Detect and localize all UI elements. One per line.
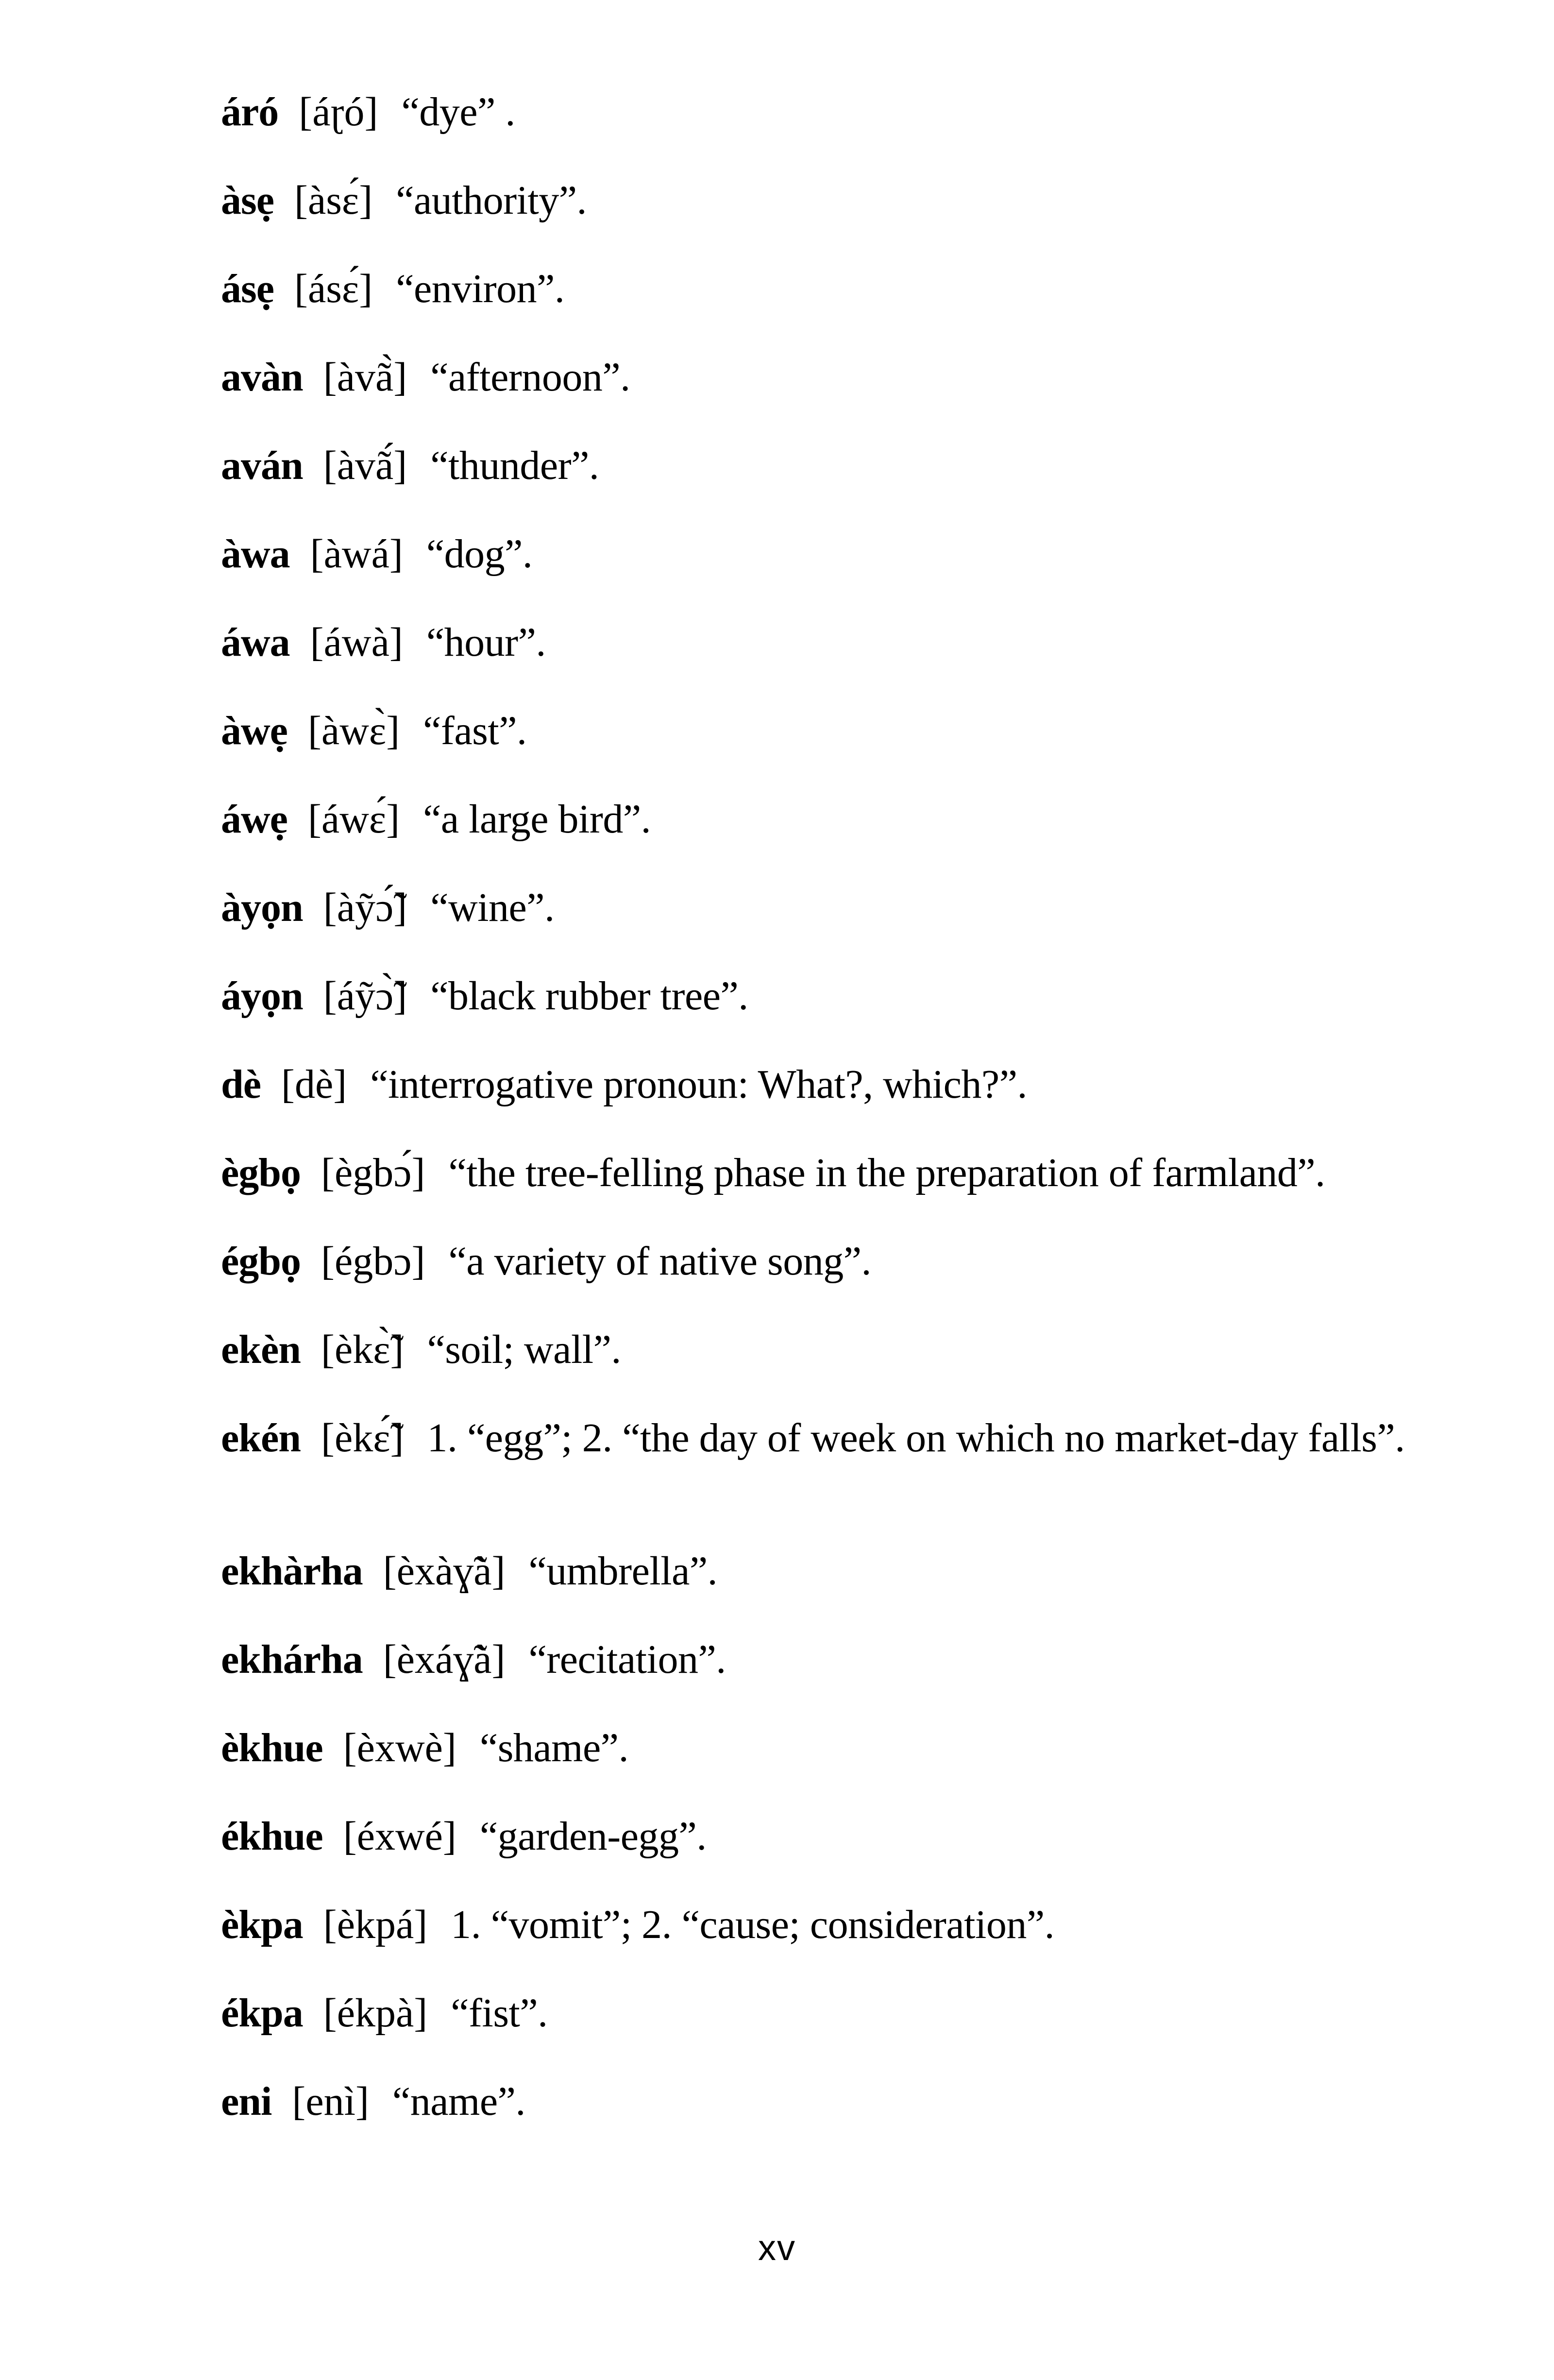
gloss: “shame”. bbox=[479, 1725, 629, 1770]
dictionary-entry bbox=[221, 1718, 1484, 1807]
phonetic-transcription: [áɽó] bbox=[299, 89, 378, 135]
headword: ekhárha bbox=[221, 1637, 363, 1682]
phonetic-transcription: [àvã́] bbox=[323, 443, 407, 488]
headword: dè bbox=[221, 1062, 261, 1107]
gloss: “hour”. bbox=[426, 620, 546, 665]
phonetic-transcription: [èxáɣ̃à] bbox=[383, 1637, 506, 1682]
phonetic-transcription: [ègbɔ́] bbox=[321, 1150, 425, 1195]
phonetic-transcription: [égbɔ] bbox=[321, 1239, 425, 1284]
headword: áró bbox=[221, 89, 279, 135]
dictionary-entry bbox=[221, 1542, 1484, 1630]
dictionary-entry bbox=[221, 348, 1484, 436]
phonetic-transcription: [áwà] bbox=[310, 620, 403, 665]
phonetic-transcription: [àwá] bbox=[310, 531, 403, 577]
phonetic-transcription: [áỹɔ̃̀] bbox=[323, 973, 407, 1019]
gloss: “garden-egg”. bbox=[479, 1814, 707, 1859]
phonetic-transcription: [àwɛ̀] bbox=[307, 708, 400, 753]
gloss: 1. “egg”; 2. “the day of week on which no market-day falls”. bbox=[427, 1415, 1405, 1461]
dictionary-entry bbox=[221, 1143, 1484, 1232]
phonetic-transcription: [èkɛ̃̀] bbox=[321, 1327, 404, 1372]
dictionary-entry bbox=[221, 1232, 1484, 1320]
gloss: “dye” . bbox=[401, 89, 515, 135]
headword: áyọn bbox=[221, 973, 303, 1019]
headword: àsẹ bbox=[221, 178, 274, 223]
dictionary-entry bbox=[221, 1984, 1484, 2072]
gloss: “fast”. bbox=[423, 708, 527, 753]
gloss: “black rubber tree”. bbox=[430, 973, 748, 1019]
dictionary-entry bbox=[221, 2072, 1484, 2160]
gloss: “fist”. bbox=[451, 1990, 548, 2036]
gloss: “the tree-felling phase in the preparation of farmland”. bbox=[448, 1150, 1325, 1195]
dictionary-entry bbox=[221, 1320, 1484, 1409]
gloss: “wine”. bbox=[430, 885, 555, 930]
gloss: “dog”. bbox=[426, 531, 533, 577]
gloss: “name”. bbox=[392, 2079, 525, 2124]
dictionary-entry bbox=[221, 1807, 1484, 1895]
headword: avàn bbox=[221, 355, 303, 400]
dictionary-entry bbox=[221, 1409, 1484, 1542]
dictionary-entry bbox=[221, 83, 1484, 171]
dictionary-entry bbox=[221, 1630, 1484, 1718]
headword: àwa bbox=[221, 531, 290, 577]
phonetic-transcription: [áwɛ́] bbox=[307, 797, 400, 842]
dictionary-entry bbox=[221, 171, 1484, 259]
gloss: 1. “vomit”; 2. “cause; consideration”. bbox=[451, 1902, 1055, 1947]
headword: ékhue bbox=[221, 1814, 323, 1859]
phonetic-transcription: [èxàɣ̃à] bbox=[383, 1548, 506, 1594]
gloss: “environ”. bbox=[396, 266, 565, 311]
gloss: “authority”. bbox=[396, 178, 587, 223]
headword: èkhue bbox=[221, 1725, 323, 1770]
dictionary-entry bbox=[221, 1055, 1484, 1143]
dictionary-entry bbox=[221, 878, 1484, 967]
headword: ekén bbox=[221, 1415, 301, 1461]
headword: ègbọ bbox=[221, 1150, 301, 1195]
dictionary-entry bbox=[221, 436, 1484, 525]
gloss: “a large bird”. bbox=[423, 797, 651, 842]
headword: aván bbox=[221, 443, 303, 488]
gloss: “umbrella”. bbox=[528, 1548, 718, 1594]
page-number: xv bbox=[758, 2227, 796, 2268]
phonetic-transcription: [éxwé] bbox=[343, 1814, 456, 1859]
dictionary-entry bbox=[221, 701, 1484, 790]
phonetic-transcription: [àsɛ́] bbox=[294, 178, 373, 223]
phonetic-transcription: [àỹɔ̃́] bbox=[323, 885, 407, 930]
phonetic-transcription: [dè] bbox=[281, 1062, 347, 1107]
headword: àwẹ bbox=[221, 708, 287, 753]
headword: eni bbox=[221, 2079, 272, 2124]
dictionary-entry bbox=[221, 613, 1484, 701]
entry-list bbox=[221, 83, 1484, 2160]
phonetic-transcription: [èxwè] bbox=[343, 1725, 456, 1770]
phonetic-transcription: [èkɛ̃́] bbox=[321, 1415, 404, 1461]
dictionary-entry bbox=[221, 1895, 1484, 1984]
headword: ékpa bbox=[221, 1990, 303, 2036]
dictionary-entry bbox=[221, 525, 1484, 613]
gloss: “a variety of native song”. bbox=[448, 1239, 871, 1284]
dictionary-entry bbox=[221, 967, 1484, 1055]
gloss: “afternoon”. bbox=[430, 355, 630, 400]
gloss: “thunder”. bbox=[430, 443, 599, 488]
headword: ekhàrha bbox=[221, 1548, 363, 1594]
phonetic-transcription: [èkpá] bbox=[323, 1902, 428, 1947]
headword: égbọ bbox=[221, 1239, 301, 1284]
gloss: “recitation”. bbox=[528, 1637, 726, 1682]
headword: áwa bbox=[221, 620, 290, 665]
dictionary-entry bbox=[221, 259, 1484, 348]
headword: ásẹ bbox=[221, 266, 274, 311]
headword: áwẹ bbox=[221, 797, 287, 842]
gloss: “soil; wall”. bbox=[427, 1327, 621, 1372]
headword: èkpa bbox=[221, 1902, 303, 1947]
gloss: “interrogative pronoun: What?, which?”. bbox=[370, 1062, 1027, 1107]
headword: ekèn bbox=[221, 1327, 301, 1372]
phonetic-transcription: [enì] bbox=[292, 2079, 369, 2124]
phonetic-transcription: [ékpà] bbox=[323, 1990, 428, 2036]
phonetic-transcription: [ásɛ́] bbox=[294, 266, 373, 311]
headword: àyọn bbox=[221, 885, 303, 930]
dictionary-entry bbox=[221, 790, 1484, 878]
phonetic-transcription: [àvã̀] bbox=[323, 355, 407, 400]
